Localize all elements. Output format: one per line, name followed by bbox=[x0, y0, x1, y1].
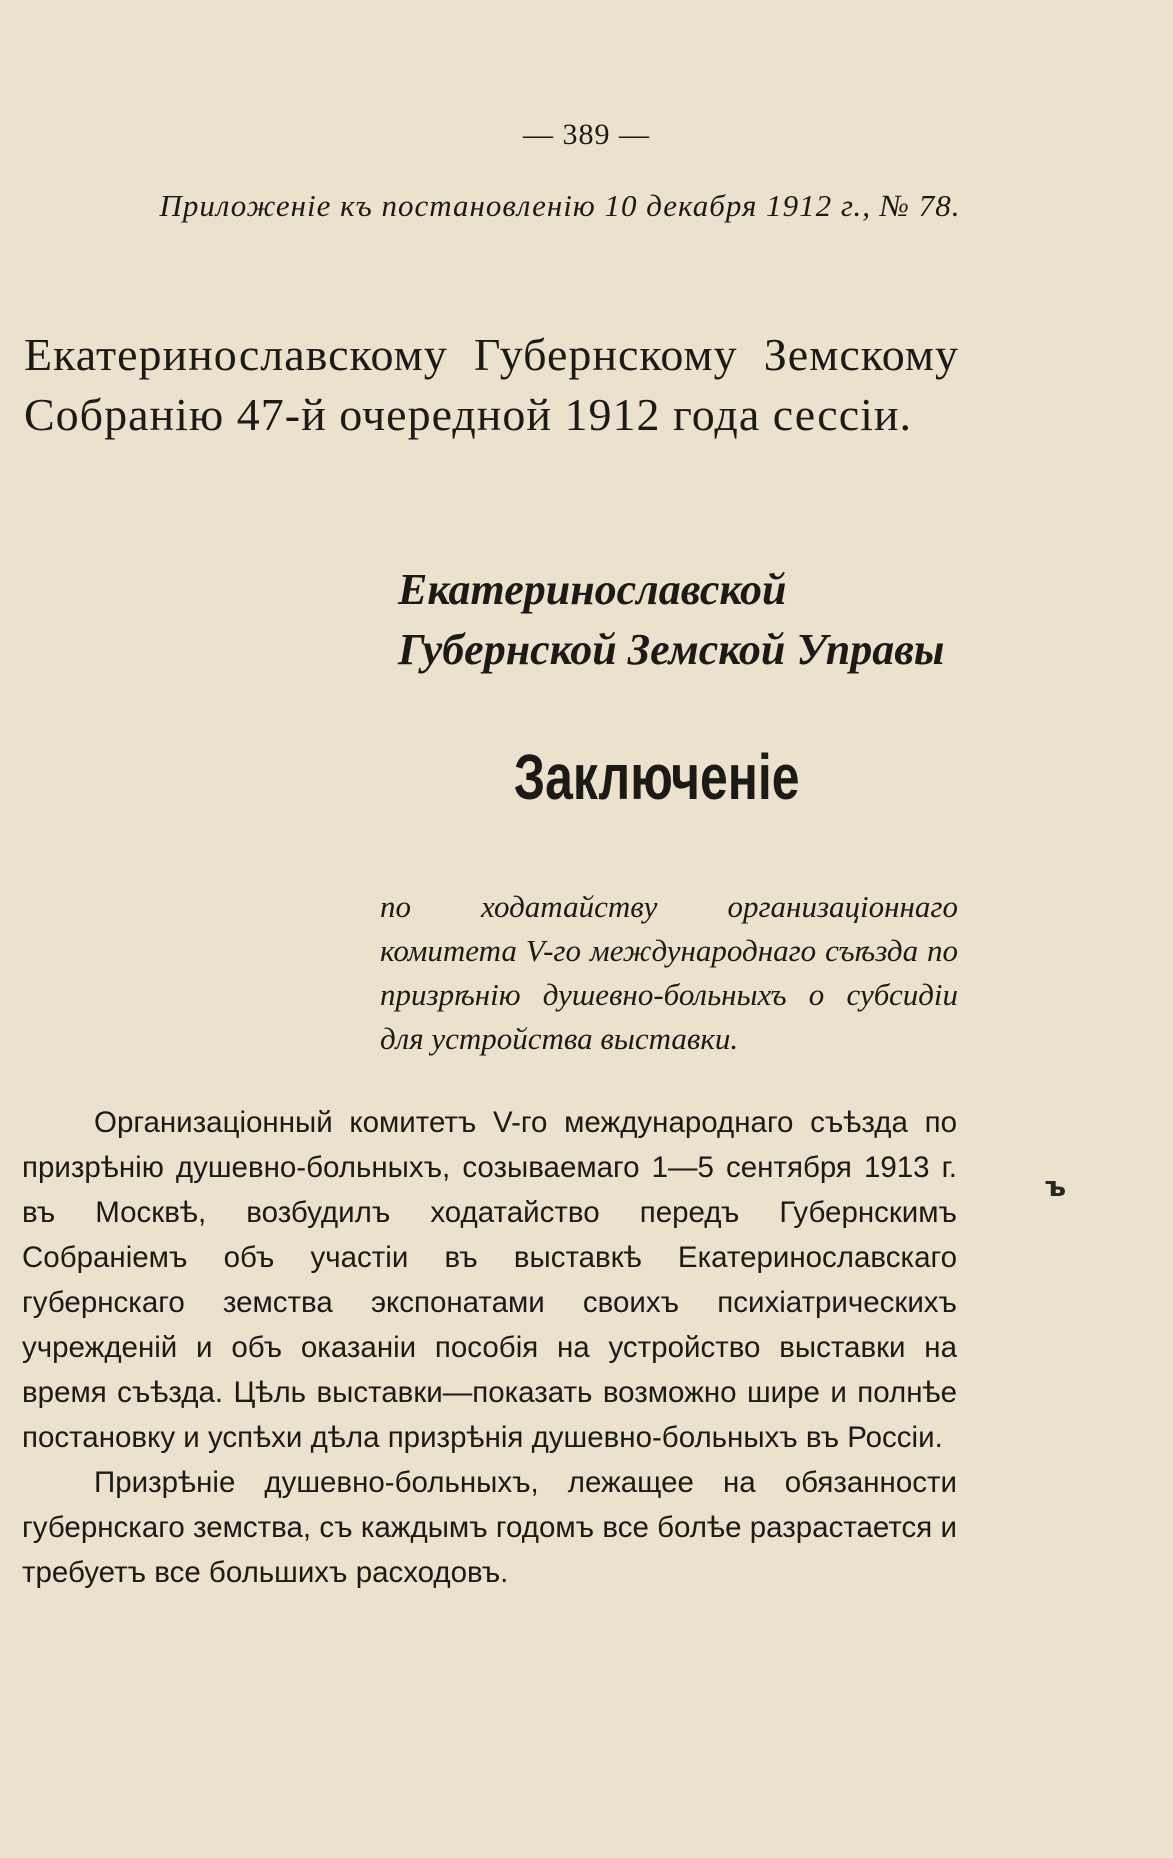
issuer-heading: Екатеринославской Губернской Земской Управы bbox=[398, 565, 945, 674]
document-title: Заключеніе bbox=[513, 741, 800, 813]
page-number: — 389 — bbox=[523, 118, 650, 151]
margin-mark: ъ bbox=[1045, 1170, 1067, 1203]
paragraph: Призрѣніе душевно-больныхъ, лежащее на обязанности губернскаго земства, съ каждымъ годомъ все болѣе разрастается и требуетъ все большихъ расходовъ. bbox=[22, 1466, 957, 1589]
subject-line: по ходатайству организаціоннаго комитета V-го международнаго съѣзда по призрѣнію душевно-больныхъ о субсидіи для устройства выставки. bbox=[380, 889, 958, 1056]
body-text bbox=[22, 1100, 957, 1595]
appendix-note: Приложеніе къ постановленію 10 декабря 1912 г., № 78. bbox=[159, 188, 961, 223]
paragraph: Организаціонный комитетъ V-го международнаго съѣзда по призрѣнію душевно-больныхъ, созываемаго 1—5 сентября 1913 г. въ Москвѣ, возбудилъ ходатайство передъ Губернскимъ Собраніемъ объ участіи въ выставкѣ Екатеринославскаго губернскаго земства экспонатами своихъ психіатрическихъ учрежденій и объ оказаніи пособія на устройство выставки на время съѣзда. Цѣль выставки—показать возможно шире и полнѣе постановку и успѣхи дѣла призрѣнія душевно-больныхъ въ Россіи. bbox=[22, 1106, 957, 1454]
addressee-heading: Екатеринославскому Губернскому Земскому Собранію 47-й очередной 1912 года сессіи. bbox=[24, 329, 959, 440]
